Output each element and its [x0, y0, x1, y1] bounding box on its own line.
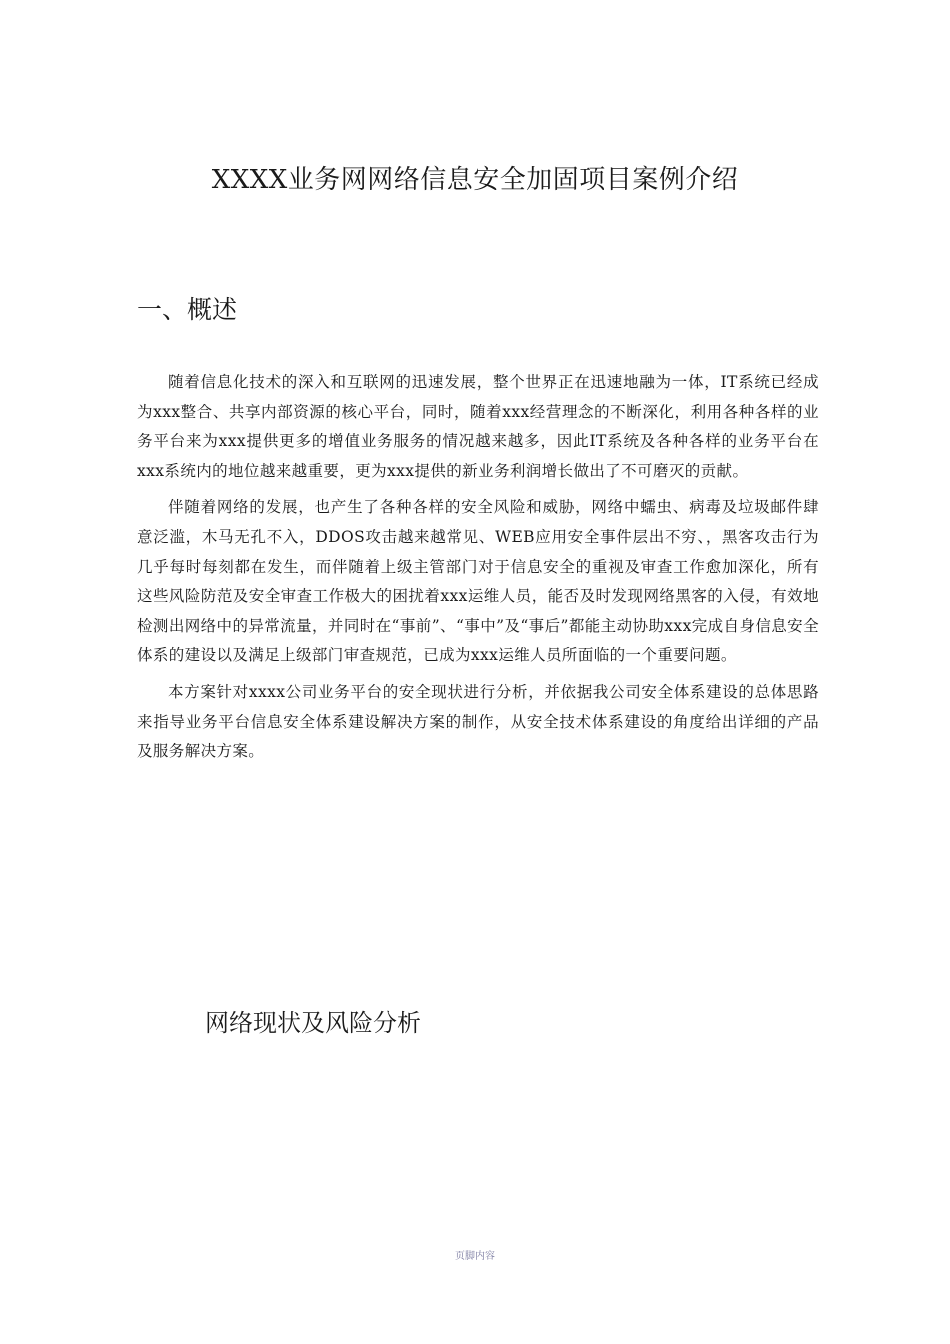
- paragraph: 随着信息化技术的深入和互联网的迅速发展，整个世界正在迅速地融为一体，IT系统已经成为xxx整合、共享内部资源的核心平台，同时，随着xxx经营理念的不断深化，利用各种各样的业务平台来为xxx提供更多的增值业务服务的情况越来越多，因此IT系统及各种各样的业务平台在xxx系统内的地位越来越重要，更为xxx提供的新业务利润增长做出了不可磨灭的贡献。: [137, 373, 819, 480]
- document-title: XXXX业务网网络信息安全加固项目案例介绍: [211, 165, 739, 195]
- document-body: [137, 368, 819, 774]
- paragraph: 伴随着网络的发展，也产生了各种各样的安全风险和威胁，网络中蠕虫、病毒及垃圾邮件肆意泛滥，木马无孔不入，DDOS攻击越来越常见、WEB应用安全事件层出不穷、，黑客攻击行为几乎每时每刻都在发生，而伴随着上级主管部门对于信息安全的重视及审查工作愈加深化，所有这些风险防范及安全审查工作极大的困扰着xxx运维人员，能否及时发现网络黑客的入侵，有效地检测出网络中的异常流量，并同时在“事前”、“事中”及“事后”都能主动协助xxx完成自身信息安全体系的建设以及满足上级部门审查规范，已成为xxx运维人员所面临的一个重要问题。: [137, 498, 819, 665]
- page-footer: 页脚内容: [455, 1251, 495, 1262]
- section-heading-network-risk: 网络现状及风险分析: [205, 1009, 421, 1037]
- paragraph: 本方案针对xxxx公司业务平台的安全现状进行分析，并依据我公司安全体系建设的总体思路来指导业务平台信息安全体系建设解决方案的制作，从安全技术体系建设的角度给出详细的产品及服务解决方案。: [137, 682, 819, 761]
- section-heading-overview: 一、概述: [137, 295, 238, 324]
